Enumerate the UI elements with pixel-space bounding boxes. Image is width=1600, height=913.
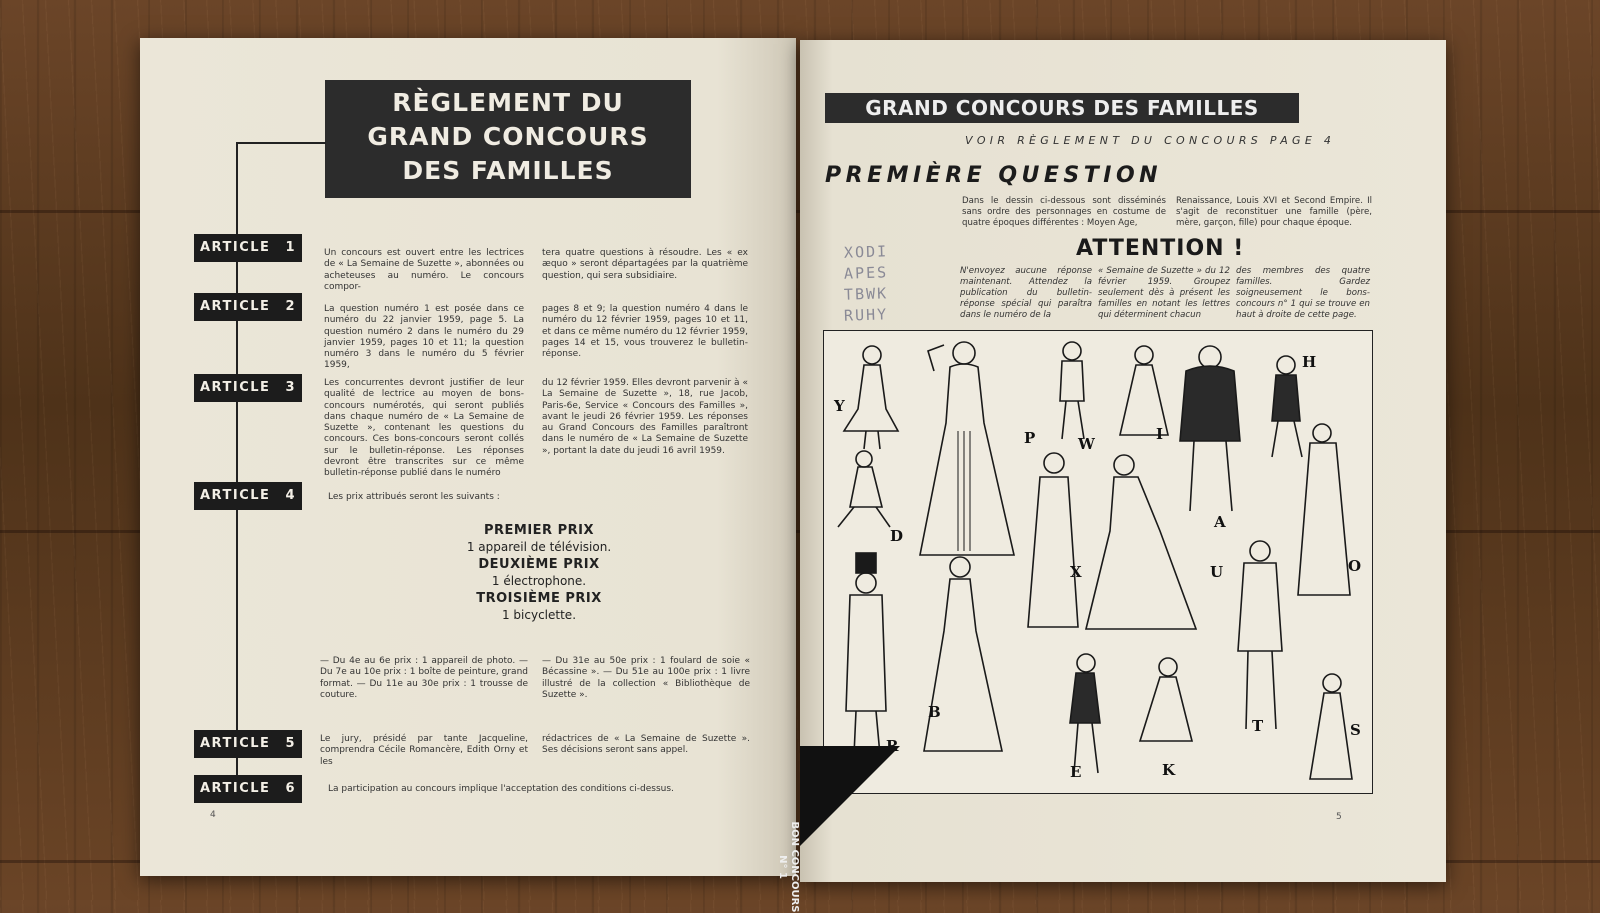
article-number: 3 (285, 380, 296, 395)
figure (953, 342, 975, 364)
prize-desc: 1 électrophone. (491, 574, 587, 588)
figure (1250, 541, 1270, 561)
article-word: ARTICLE (200, 380, 271, 395)
figure (958, 431, 970, 551)
figure-letter: T (1252, 717, 1264, 735)
figure (1044, 453, 1064, 473)
figure-letter: Y (834, 397, 845, 415)
left-page (140, 38, 796, 876)
figure (1028, 477, 1078, 627)
figure-letter: D (890, 527, 904, 545)
figure-letter: E (1070, 763, 1082, 781)
figure-letter: H (1302, 353, 1317, 371)
figure-letter: B (928, 703, 941, 721)
article-1-label (194, 234, 302, 262)
intro-col1: Dans le dessin ci-dessous sont disséminés sans ordre des personnages en costume de quatre époques différentes : Moyen Age, (962, 196, 1166, 228)
figure-letter: K (1162, 761, 1176, 779)
figures-drawing (824, 331, 1372, 793)
figure (856, 573, 876, 593)
figure (1180, 366, 1240, 441)
figure (1114, 455, 1134, 475)
figure (864, 431, 880, 449)
article-1-col1: Un concours est ouvert entre les lectrices de « La Semaine de Suzette », abonnées ou acheteuses au numéro. Le concours compor- (324, 248, 524, 292)
article-5-col2: rédactrices de « La Semaine de Suzette ». Ses décisions seront sans appel. (542, 734, 750, 756)
reglement-title (325, 80, 691, 198)
handwritten-line: APES (843, 263, 889, 283)
figure (1310, 693, 1352, 779)
figure (928, 345, 944, 371)
voir-reglement-note: VOIR RÈGLEMENT DU CONCOURS PAGE 4 (965, 134, 1336, 147)
figure (1272, 421, 1302, 457)
figure (838, 507, 890, 527)
figure-letter: P (1024, 429, 1036, 447)
figure (1238, 563, 1282, 651)
concours-banner: GRAND CONCOURS DES FAMILLES (825, 93, 1299, 123)
figure (863, 346, 881, 364)
handwritten-line: XODI (843, 242, 889, 262)
figure (1277, 356, 1295, 374)
figure-letter: S (1350, 721, 1361, 739)
prize-title: DEUXIÈME PRIX (478, 557, 600, 572)
other-prizes-col1: — Du 4e au 6e prix : 1 appareil de photo. — Du 7e au 10e prix : 1 boîte de peinture, grand format. — Du 11e au 30e prix : 1 trousse de couture. (320, 656, 528, 700)
figure (1323, 674, 1341, 692)
figure (1060, 361, 1084, 401)
article-2-col2: pages 8 et 9; la question numéro 4 dans le numéro du 12 février 1959, pages 10 et 11, et dans ce même numéro du 12 février 1959, pages 14 et 15, vous trouverez le bulletin-réponse. (542, 304, 748, 360)
article-word: ARTICLE (200, 488, 271, 503)
handwritten-notes (844, 242, 888, 326)
article-3-col2: du 12 février 1959. Elles devront parvenir à « La Semaine de Suzette », 18, rue Jacob, Paris-6e, Service « Concours des Familles », avant le jeudi 26 février 1959. Les réponses au Grand Concours des Familles paraîtront dans le numéro de « La Semaine de Suzette », portant la date du jeudi 16 avril 1959. (542, 378, 748, 456)
figure (850, 467, 882, 507)
other-prizes-col2: — Du 31e au 50e prix : 1 foulard de soie « Bécassine ». — Du 51e au 100e prix : 1 livre illustré de la collection « Bibliothèque de Suzette ». (542, 656, 750, 700)
bon-concours-label: BON CONCOURS N° 1 (777, 821, 800, 913)
attention-col3: des membres des quatre familles. Gardez soigneusement le bons-concours n° 1 qui se trouve en haut à droite de cette page. (1236, 266, 1370, 320)
article-2-col1: La question numéro 1 est posée dans ce numéro du 22 janvier 1959, page 5. La question numéro 2 dans le numéro du 29 janvier 1959, pages 10 et 11; la question numéro 3 dans le numéro du 5 février 1959, (324, 304, 524, 371)
figure-letter: A (1214, 513, 1226, 531)
attention-col2: « Semaine de Suzette » du 12 février 1959. Groupez seulement dès à présent les familles en notant les lettres qui déterminent chacun (1098, 266, 1230, 320)
attention-title: ATTENTION ! (1076, 236, 1245, 261)
figure (1199, 346, 1221, 368)
article-number: 6 (285, 781, 296, 796)
article-number: 5 (285, 736, 296, 751)
title-line: RÈGLEMENT DU (392, 88, 624, 117)
figure (1086, 477, 1196, 629)
figure (1313, 424, 1331, 442)
figure (1298, 443, 1350, 595)
article-6-col1: La participation au concours implique l'acceptation des conditions ci-dessus. (328, 784, 674, 794)
figure (1159, 658, 1177, 676)
figure (924, 579, 1002, 751)
prize-title: PREMIER PRIX (483, 523, 594, 538)
article-6-label (194, 775, 302, 803)
handwritten-line: TBWK (843, 284, 889, 304)
costume-illustration (823, 330, 1373, 794)
figure (856, 553, 876, 573)
article-2-label (194, 293, 302, 321)
figure (846, 595, 886, 711)
figure (1272, 375, 1300, 421)
article-5-label (194, 730, 302, 758)
question-title: PREMIÈRE QUESTION (825, 163, 1163, 188)
article-1-col2: tera quatre questions à résoudre. Les « ex æquo » seront départagées par la quatrième question, qui sera subsidiaire. (542, 248, 748, 281)
title-line: DES FAMILLES (402, 156, 614, 185)
attention-col1: N'envoyez aucune réponse maintenant. Attendez la publication du bulletin-réponse spécial qui paraîtra dans le numéro de la (960, 266, 1092, 320)
article-number: 2 (285, 299, 296, 314)
article-3-col1: Les concurrentes devront justifier de leur qualité de lectrice au moyen de bons-concours numérotés, qui seront publiés dans chaque numéro de « La Semaine de Suzette », contenant les questions du concours. Ces bons-concours seront collés sur le bulletin-réponse. Les réponses devront être transcrites sur ce même bulletin-réponse publié dans le numéro (324, 378, 524, 479)
figure (1063, 342, 1081, 360)
figure (1070, 673, 1100, 723)
prize-list (398, 522, 680, 624)
figure-letter: R (886, 737, 899, 755)
title-line: GRAND CONCOURS (367, 122, 649, 151)
article-word: ARTICLE (200, 781, 271, 796)
figure-letter: W (1078, 435, 1095, 453)
figure (1140, 677, 1192, 741)
figure-letter: O (1348, 557, 1362, 575)
tree-top-branch (236, 142, 326, 144)
page-number-left: 4 (210, 810, 216, 820)
article-number: 4 (285, 488, 296, 503)
figure (950, 557, 970, 577)
article-4-label (194, 482, 302, 510)
figure (1062, 401, 1084, 439)
right-page (777, 40, 1446, 913)
article-3-label (194, 374, 302, 402)
intro-col2: Renaissance, Louis XVI et Second Empire. Il s'agit de reconstituer une famille (père, mère, garçon, fille) pour chaque époque. (1176, 196, 1372, 228)
figure-letter: I (1156, 425, 1164, 443)
figure (1135, 346, 1153, 364)
figure-letter: X (1070, 563, 1082, 581)
prize-desc: 1 appareil de télévision. (466, 540, 612, 554)
page-number-right: 5 (1336, 812, 1342, 822)
article-number: 1 (285, 240, 296, 255)
article-word: ARTICLE (200, 736, 271, 751)
prize-desc: 1 bicyclette. (501, 608, 577, 622)
article-word: ARTICLE (200, 240, 271, 255)
figure-letter: U (1210, 563, 1224, 581)
prize-title: TROISIÈME PRIX (476, 591, 602, 606)
article-word: ARTICLE (200, 299, 271, 314)
article-5-col1: Le jury, présidé par tante Jacqueline, comprendra Cécile Romancère, Edith Orny et les (320, 734, 528, 767)
figure (920, 364, 1014, 555)
figure (1190, 441, 1232, 511)
figure (844, 365, 898, 431)
article-4-col1: Les prix attribués seront les suivants : (328, 492, 500, 502)
figure (1077, 654, 1095, 672)
bon-concours-triangle (800, 746, 900, 846)
handwritten-line: RUHY (843, 305, 889, 325)
figure (856, 451, 872, 467)
